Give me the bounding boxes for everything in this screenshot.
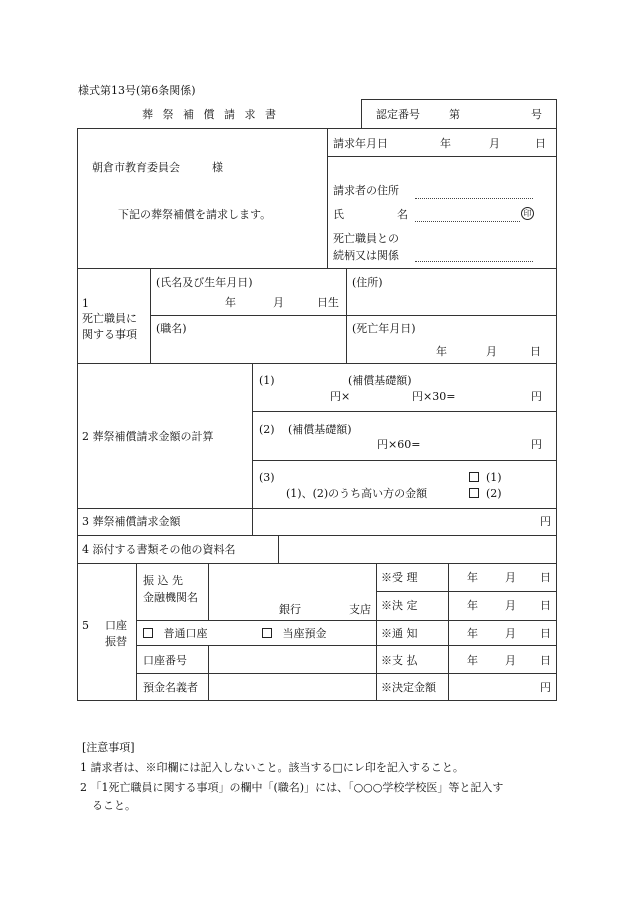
checkbox-icon[interactable] <box>469 472 479 482</box>
request-day: 日 <box>535 137 546 150</box>
received-day: 日 <box>540 571 551 584</box>
section2-title: 2 葬祭補償請求金額の計算 <box>82 430 214 443</box>
calc1-yen-times: 円× <box>330 390 351 403</box>
section5-title-2: 振替 <box>105 635 127 648</box>
birth-month: 月 <box>273 296 284 309</box>
calc2-formula: 円×60= <box>377 438 421 451</box>
calc3-number: (3) <box>259 471 275 484</box>
cert-dai: 第 <box>449 108 460 121</box>
cert-number-label: 認定番号 <box>376 108 420 121</box>
death-date-label: (死亡年月日) <box>352 322 416 335</box>
section4-title: 4 添付する書類その他の資料名 <box>82 543 236 556</box>
decided-amount-yen: 円 <box>540 681 551 694</box>
ordinary-account-option[interactable]: 普通口座 <box>143 628 208 639</box>
cert-go: 号 <box>531 108 542 121</box>
birth-year: 年 <box>225 296 236 309</box>
claimant-address-label: 請求者の住所 <box>333 184 399 197</box>
request-year: 年 <box>440 137 451 150</box>
birth-day: 日生 <box>317 296 339 309</box>
seal-icon: 印 <box>521 207 534 220</box>
notified-label: ※通 知 <box>381 627 418 640</box>
account-holder-label: 預金名義者 <box>143 681 198 694</box>
calc3-option1[interactable]: (1) <box>469 472 502 483</box>
branch-unit: 支店 <box>349 603 371 616</box>
deceased-address-label: (住所) <box>352 276 383 289</box>
checkbox-icon[interactable] <box>143 628 153 638</box>
account-number-label: 口座番号 <box>143 654 187 667</box>
claimant-name-field[interactable] <box>415 221 520 222</box>
calc1-number: (1) <box>259 374 275 387</box>
calc2-number: (2) <box>259 423 275 436</box>
paid-label: ※支 払 <box>381 654 418 667</box>
calc3-text: (1)、(2)のうち高い方の金額 <box>286 487 428 500</box>
death-month: 月 <box>486 345 497 358</box>
form-title: 葬 祭 補 償 請 求 書 <box>142 108 279 121</box>
notified-year: 年 <box>467 627 478 640</box>
decided-amount-label: ※決定金額 <box>381 681 436 694</box>
section5-title-1: 口座 <box>105 619 127 632</box>
addressee-sama: 様 <box>212 161 223 174</box>
relation-field[interactable] <box>415 261 533 262</box>
checkbox-icon[interactable] <box>262 628 272 638</box>
claimant-address-field[interactable] <box>415 198 533 199</box>
claimant-name-label-2: 名 <box>397 208 408 221</box>
decided-day: 日 <box>540 599 551 612</box>
checkbox-icon[interactable] <box>469 488 479 498</box>
calc2-base-label: (補償基礎額) <box>288 423 352 436</box>
received-month: 月 <box>505 571 516 584</box>
section5-number: 5 <box>82 619 89 632</box>
paid-day: 日 <box>540 654 551 667</box>
decided-label: ※決 定 <box>381 599 418 612</box>
bank-label-2: 金融機関名 <box>143 591 198 604</box>
death-year: 年 <box>436 345 447 358</box>
relation-label-2: 続柄又は関係 <box>333 249 399 262</box>
request-date-label: 請求年月日 <box>333 137 388 150</box>
section1-title-1: 死亡職員に <box>82 312 137 325</box>
decided-year: 年 <box>467 599 478 612</box>
note-2: 2 「1死亡職員に関する事項」の欄中「(職名)」には、「○○○学校学校医」等と記入す <box>80 781 504 794</box>
paid-year: 年 <box>467 654 478 667</box>
current-account-option[interactable]: 当座預金 <box>262 628 327 639</box>
request-month: 月 <box>489 137 500 150</box>
decided-month: 月 <box>505 599 516 612</box>
deceased-name-birth-label: (氏名及び生年月日) <box>156 276 253 289</box>
note-1: 1 請求者は、※印欄には記入しないこと。該当する□にレ印を記入すること。 <box>80 761 464 774</box>
section1-title-2: 関する事項 <box>82 328 137 341</box>
paid-month: 月 <box>505 654 516 667</box>
calc3-option2[interactable]: (2) <box>469 488 502 499</box>
claimant-name-label-1: 氏 <box>333 208 344 221</box>
addressee: 朝倉市教育委員会 <box>92 161 180 174</box>
calc1-base-label: (補償基礎額) <box>348 374 412 387</box>
notified-month: 月 <box>505 627 516 640</box>
bank-label-1: 振 込 先 <box>143 574 183 587</box>
deceased-position-label: (職名) <box>156 322 187 335</box>
section3-yen: 円 <box>540 515 551 528</box>
calc2-yen: 円 <box>531 438 542 451</box>
section3-title: 3 葬祭補償請求金額 <box>82 515 181 528</box>
section1-number: 1 <box>82 297 89 310</box>
received-year: 年 <box>467 571 478 584</box>
relation-label-1: 死亡職員との <box>333 232 399 245</box>
death-day: 日 <box>530 345 541 358</box>
note-2-cont: ること。 <box>92 799 136 812</box>
bank-unit: 銀行 <box>279 603 301 616</box>
form-number: 様式第13号(第6条関係) <box>78 84 196 97</box>
notes-heading: [注意事項] <box>82 741 135 754</box>
calc1-formula: 円×30= <box>412 390 456 403</box>
received-label: ※受 理 <box>381 571 418 584</box>
notified-day: 日 <box>540 627 551 640</box>
request-statement: 下記の葬祭補償を請求します。 <box>118 208 272 221</box>
calc1-yen: 円 <box>531 390 542 403</box>
